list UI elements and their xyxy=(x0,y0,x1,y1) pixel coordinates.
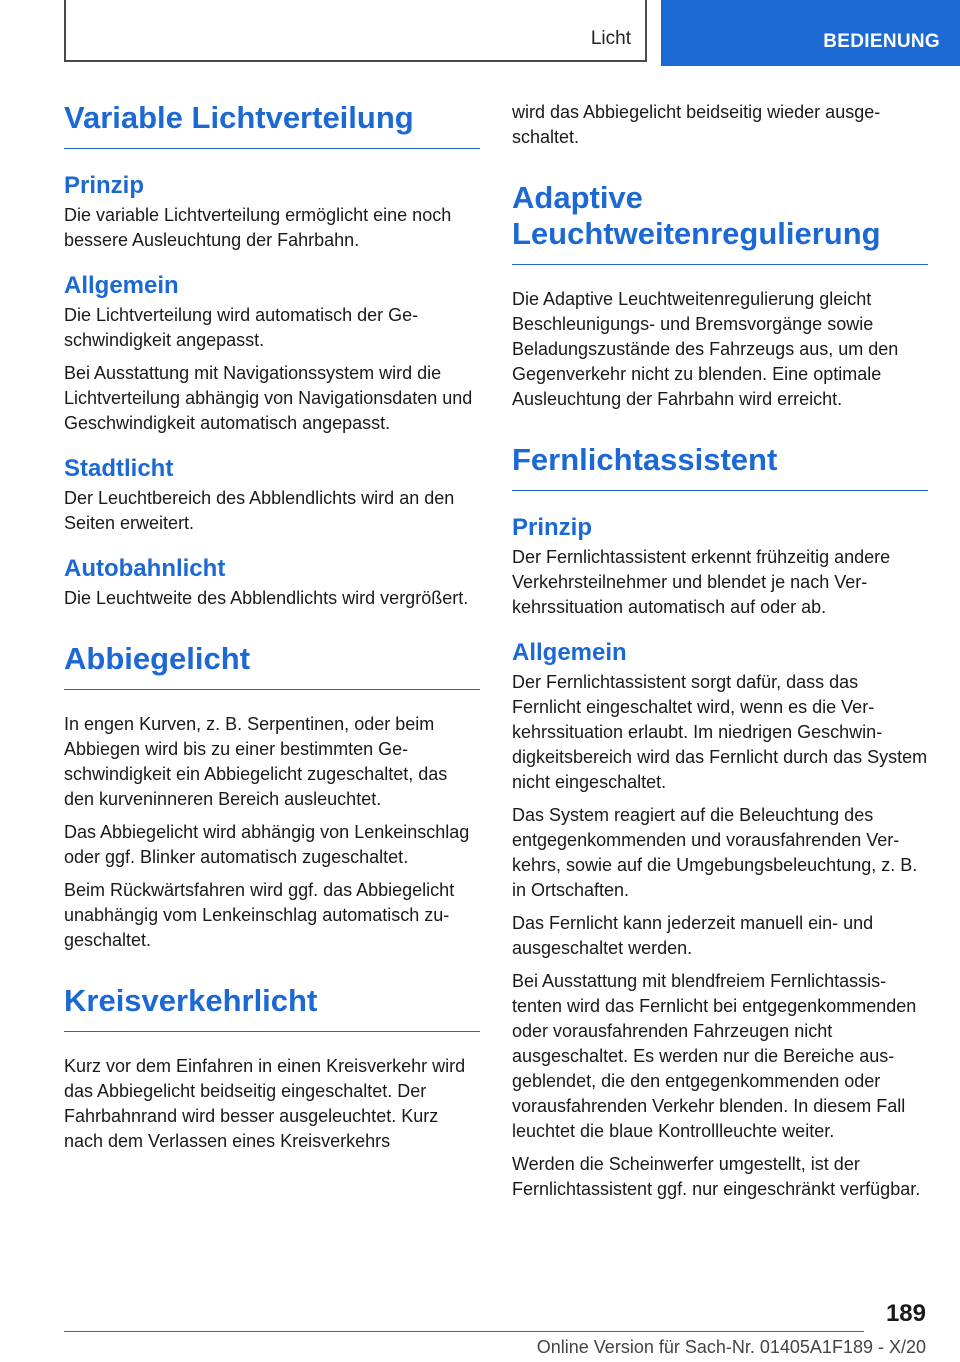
section-title: BEDIENUNG xyxy=(823,31,940,52)
header-chapter-box xyxy=(64,0,647,62)
paragraph: Die Lichtverteilung wird automatisch der Geschwindigkeit angepasst. xyxy=(64,305,419,350)
heading-kreisverkehrlicht: Kreisverkehrlicht xyxy=(64,983,480,1032)
subheading-allgemein: Allgemein xyxy=(64,272,179,299)
heading-abbiegelicht: Abbiegelicht xyxy=(64,641,480,690)
paragraph: In engen Kurven, z. B. Serpentinen, oder beim Abbiegen wird bis zu einer bestimmten Geschwindigkeit ein Abbiegelicht zugeschaltet, das den kurveninneren Bereich ausleuchtet. xyxy=(64,714,448,809)
paragraph: Die variable Lichtverteilung ermöglicht eine noch bessere Ausleuchtung der Fahrbahn. xyxy=(64,205,452,250)
paragraph: Der Leuchtbereich des Abblendlichts wird an den Seiten erweitert. xyxy=(64,488,455,533)
subheading-stadtlicht: Stadtlicht xyxy=(64,455,174,482)
paragraph: Das System reagiert auf die Beleuchtung des entgegenkommenden und vorausfahrenden Verkehrs, sowie auf die Umgebungsbeleuchtung, z. B. in Ortschaften. xyxy=(512,805,918,900)
paragraph: Bei Ausstattung mit blendfreiem Fernlichtassistenten wird das Fernlicht bei entgegenkommenden oder vorausfahrenden Fahrzeugen nicht ausgeschaltet. Es werden nur die Bereiche ausgeblendet, die den entgegenkommenden oder vorausfahrenden Verkehr blenden. In diesem Fall leuchtet die blaue Kontrollleuchte weiter. xyxy=(512,971,917,1141)
subheading-autobahnlicht: Autobahnlicht xyxy=(64,555,226,582)
paragraph: Das Abbiegelicht wird abhängig von Lenkeinschlag oder ggf. Blinker automatisch zugeschaltet. xyxy=(64,822,470,867)
footer-online-version: Online Version für Sach-Nr. 01405A1F189 - X/20 xyxy=(536,1337,926,1357)
paragraph: Beim Rückwärtsfahren wird ggf. das Abbiegelicht unabhängig vom Lenkeinschlag automatisch zugeschaltet. xyxy=(64,880,455,950)
paragraph: Die Leuchtweite des Abblendlichts wird vergrößert. xyxy=(64,588,469,608)
paragraph: Bei Ausstattung mit Navigationssystem wird die Lichtverteilung abhängig von Navigationsdaten und Geschwindigkeit automatisch angepasst. xyxy=(64,363,473,433)
left-column xyxy=(64,100,480,1162)
right-column xyxy=(512,100,928,1210)
paragraph: wird das Abbiegelicht beidseitig wieder ausgeschaltet. xyxy=(512,102,881,147)
header-section-tab xyxy=(661,0,960,66)
paragraph: Die Adaptive Leuchtweitenregulierung gleicht Beschleunigungs- und Bremsvorgänge sowie Beladungszustände des Fahrzeugs aus, um den Gegenverkehr nicht zu blenden. Eine optimale Ausleuchtung der Fahrbahn wird erreicht. xyxy=(512,289,899,409)
chapter-title: Licht xyxy=(590,28,631,49)
page-number: 189 xyxy=(885,1300,926,1327)
paragraph: Der Fernlichtassistent sorgt dafür, dass das Fernlicht eingeschaltet wird, wenn es die Verkehrssituation erlaubt. Im niedrigen Geschwindigkeitsbereich wird das Fernlicht durch das System nicht eingeschaltet. xyxy=(512,672,928,792)
paragraph: Der Fernlichtassistent erkennt frühzeitig andere Verkehrsteilnehmer und blendet je nach Verkehrssituation automatisch auf oder ab. xyxy=(512,547,891,617)
paragraph: Kurz vor dem Einfahren in einen Kreisverkehr wird das Abbiegelicht beidseitig eingeschaltet. Der Fahrbahnrand wird besser ausgeleuchtet. Kurz nach dem Verlassen eines Kreisverkehrs xyxy=(64,1056,466,1151)
heading-variable-lichtverteilung: Variable Lichtverteilung xyxy=(64,100,480,149)
paragraph: Werden die Scheinwerfer umgestellt, ist der Fernlichtassistent ggf. nur eingeschränkt verfügbar. xyxy=(512,1154,921,1199)
paragraph: Das Fernlicht kann jederzeit manuell ein- und ausgeschaltet werden. xyxy=(512,913,874,958)
heading-fernlichtassistent: Fernlichtassistent xyxy=(512,442,928,491)
footer-divider xyxy=(64,1331,864,1332)
subheading-allgemein: Allgemein xyxy=(512,639,627,666)
subheading-prinzip: Prinzip xyxy=(64,172,145,199)
heading-adaptive-leuchtweitenregulierung: Adaptive Leuchtweitenregulierung xyxy=(512,180,928,265)
subheading-prinzip: Prinzip xyxy=(512,514,593,541)
